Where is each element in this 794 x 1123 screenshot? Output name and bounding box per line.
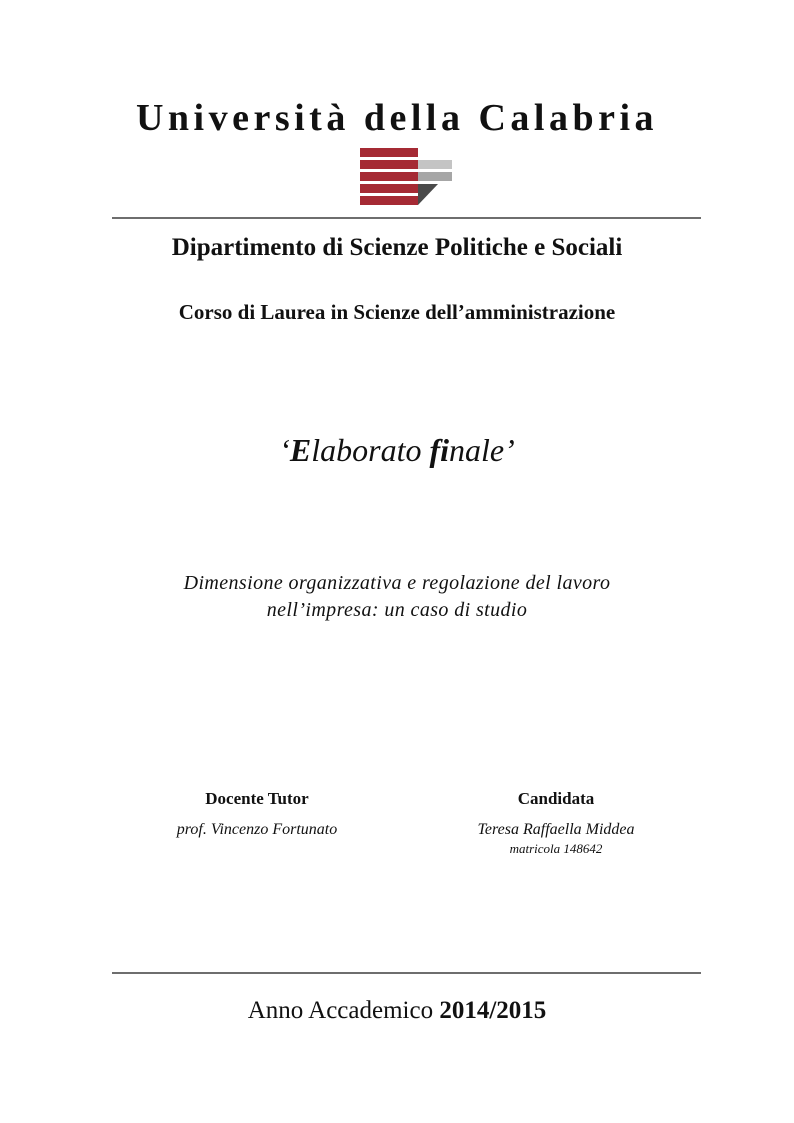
- candidate-label: Candidata: [517, 789, 595, 808]
- initial-fi: fi: [429, 432, 450, 468]
- footer-divider: [112, 972, 701, 974]
- university-logo-icon: [360, 148, 454, 208]
- tutor-label: Docente Tutor: [205, 789, 309, 808]
- course-name: Corso di Laurea in Scienze dell’amministrazione: [178, 300, 616, 324]
- tutor-block: [150, 788, 364, 841]
- thesis-title-line-2: nell’impresa: un caso di studio: [266, 599, 528, 621]
- academic-year: [0, 997, 794, 1025]
- thesis-title-line-1: Dimensione organizzativa e regolazione del lavoro: [183, 572, 611, 594]
- initial-e: E: [289, 432, 312, 468]
- quote-open: ‘: [279, 432, 290, 468]
- department-name: Dipartimento di Scienze Politiche e Sociali: [171, 234, 623, 261]
- header-divider: [112, 217, 701, 219]
- academic-year-value: 2014/2015: [439, 997, 547, 1024]
- candidate-block: [450, 788, 662, 857]
- tutor-name: prof. Vincenzo Fortunato: [176, 821, 338, 838]
- candidate-id-number: matricola 148642: [509, 841, 603, 856]
- doc-type-part-1: laborato: [311, 432, 430, 468]
- document-type: [0, 432, 794, 469]
- university-name: Università della Calabria: [135, 97, 659, 139]
- quote-close: ’: [504, 432, 515, 468]
- candidate-name: Teresa Raffaella Middea: [477, 821, 635, 838]
- thesis-title: [0, 570, 794, 624]
- academic-year-label: Anno Accademico: [247, 997, 434, 1024]
- doc-type-part-2: nale: [449, 432, 505, 468]
